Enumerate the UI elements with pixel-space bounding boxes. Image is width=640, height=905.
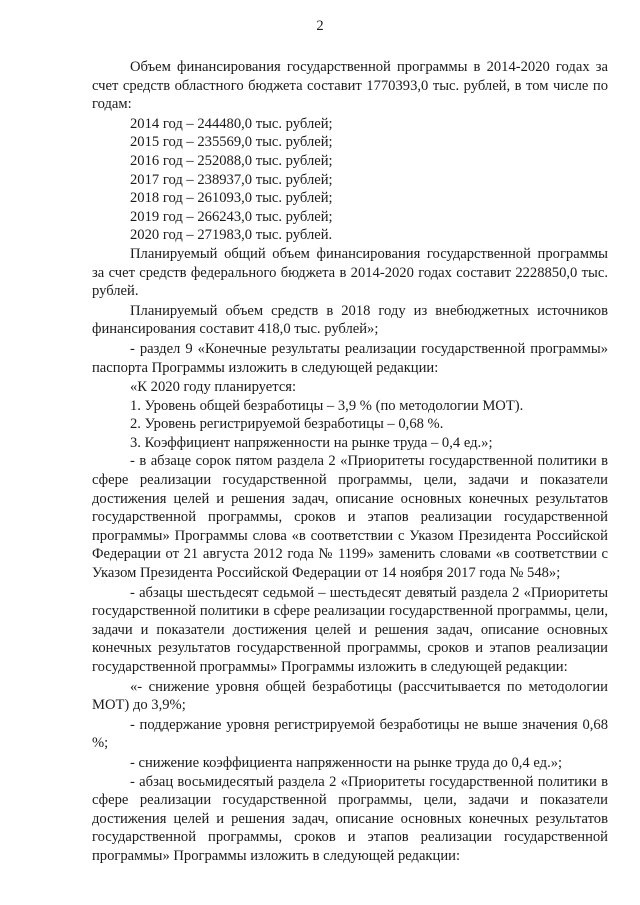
plan-line: «К 2020 году планируется: <box>130 379 297 396</box>
year-line: 2014 год – 244480,0 тыс. рублей; <box>130 115 333 132</box>
paragraph-abzac-80: - абзац восьмидесятый раздела 2 «Приоритеты государственной политики в сфере реализации государственной программы, цели, задачи и показатели достижения целей и решения задач, описание основных конечных результатов государственной программы, сроков и этапов реализации государственной программы» Программы изложить в следующей редакции: <box>92 773 608 864</box>
plan-line: 3. Коэффициент напряженности на рынке труда – 0,4 ед.»; <box>130 434 493 451</box>
paragraph-section-9: - раздел 9 «Конечные результаты реализации государственной программы» паспорта Программы изложить в следующей редакции: <box>92 340 608 376</box>
plan-line: 1. Уровень общей безработицы – 3,9 % (по методологии МОТ). <box>130 397 524 414</box>
page-number: 2 <box>316 18 324 34</box>
year-line: 2015 год – 235569,0 тыс. рублей; <box>130 134 333 151</box>
paragraph-abzac-45: - в абзаце сорок пятом раздела 2 «Приоритеты государственной политики в сфере реализации государственной программы, цели, задачи и показатели достижения целей и решения задач, описание основных конечных результатов государственной программы, сроков и этапов реализации государственной программы» Программы слова «в соответствии с Указом Президента Российской Федерации от 21 августа 2012 года № 1199» заменить словами «в соответствии с Указом Президента Российской Федерации от 14 ноября 2017 года № 548»; <box>92 453 608 582</box>
plan-list <box>92 378 608 452</box>
year-list <box>92 115 608 245</box>
paragraph-registered-unemployment: - поддержание уровня регистрируемой безработицы не выше значения 0,68 %; <box>92 716 608 752</box>
plan-line: 2. Уровень регистрируемой безработицы – 0,68 %. <box>130 416 444 433</box>
year-line: 2019 год – 266243,0 тыс. рублей; <box>130 208 333 225</box>
year-line: 2018 год – 261093,0 тыс. рублей; <box>130 190 333 207</box>
paragraph-financing-federal: Планируемый общий объем финансирования государственной программы за счет средств федерального бюджета в 2014-2020 годах составит 2228850,0 тыс. рублей. <box>92 245 608 300</box>
year-line: 2017 год – 238937,0 тыс. рублей; <box>130 171 333 188</box>
line-tension-coefficient: - снижение коэффициента напряженности на рынке труда до 0,4 ед.»; <box>130 754 563 771</box>
document-body <box>92 58 608 867</box>
paragraph-abzacy-67-69: - абзацы шестьдесят седьмой – шестьдесят девятый раздела 2 «Приоритеты государственной политики в сфере реализации государственной программы, цели, задачи и показатели достижения целей и решения задач, описание основных конечных результатов государственной программы, сроков и этапов реализации государственной программы» Программы изложить в следующей редакции: <box>92 584 608 675</box>
year-line: 2016 год – 252088,0 тыс. рублей; <box>130 152 333 169</box>
paragraph-unemployment-reduction: «- снижение уровня общей безработицы (рассчитывается по методологии МОТ) до 3,9%; <box>92 678 608 714</box>
paragraph-financing-regional: Объем финансирования государственной программы в 2014-2020 годах за счет средств областного бюджета составит 1770393,0 тыс. рублей, в том числе по годам: <box>92 59 608 113</box>
paragraph-financing-extrabudgetary: Планируемый объем средств в 2018 году из внебюджетных источников финансирования составит 418,0 тыс. рублей»; <box>92 302 608 338</box>
year-line: 2020 год – 271983,0 тыс. рублей. <box>130 227 333 244</box>
